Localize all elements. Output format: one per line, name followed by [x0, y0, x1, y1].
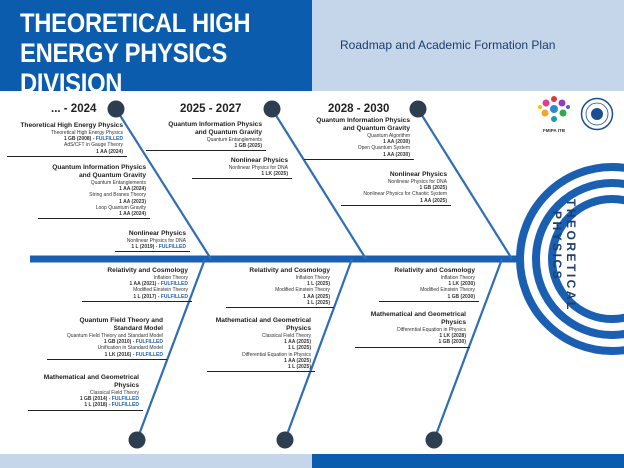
topic-block: [316, 117, 410, 158]
detail-text: Nonlinear Physics for DNA: [228, 165, 288, 171]
title-line-2: ENERGY PHYSICS DIVISION: [20, 38, 228, 98]
fmipa-logo-icon: [535, 95, 573, 123]
topic-underline: [115, 251, 190, 252]
topic-underline: [304, 159, 414, 160]
fulfilled-badge: FULFILLED: [135, 351, 163, 358]
topic-underline: [192, 178, 292, 179]
topic-title: Mathematical and Geometrical: [215, 317, 311, 324]
detail-text: 1 GB (2030): [438, 339, 466, 346]
topic-underline: [226, 307, 334, 308]
detail-text: 1 GB (2010) -: [103, 339, 136, 346]
detail-text: 1 L (2025): [307, 299, 330, 306]
detail-text: 1 AA (2021) -: [129, 281, 161, 288]
fmipa-itb-logo: [535, 95, 573, 135]
topic-title: Physics: [286, 325, 311, 332]
fulfilled-badge: FULFILLED: [111, 402, 139, 409]
title-line-1: THEORETICAL HIGH: [20, 8, 251, 38]
detail-text: 1 AA (2024): [119, 211, 146, 218]
topic-detail: [44, 402, 139, 408]
detail-text: Quantum Entanglements: [90, 180, 146, 186]
topic-detail: [107, 294, 188, 300]
topic-title: and Quantum Gravity: [342, 125, 410, 132]
detail-text: 1 AA (2024): [96, 148, 123, 155]
topic-title: Quantum Information Physics: [168, 121, 262, 128]
head-label-line-2: PHYSICS: [550, 211, 564, 282]
detail-text: 1 L (2018) -: [84, 402, 112, 409]
topic-underline: [146, 150, 266, 151]
detail-text: Classical Field Theory: [89, 390, 139, 396]
topic-title: and Quantum Gravity: [78, 172, 146, 179]
detail-text: 1 L (2025): [307, 281, 330, 288]
topic-detail: [52, 211, 146, 217]
topic-block: [44, 374, 139, 409]
topic-underline: [47, 359, 167, 360]
topic-detail: [67, 352, 163, 358]
fulfilled-badge: FULFILLED: [160, 281, 188, 288]
topic-detail: [216, 364, 311, 370]
detail-text: Quantum Algorithm: [367, 133, 410, 139]
topic-underline: [379, 301, 479, 302]
topic-title: Mathematical and Geometrical: [370, 311, 466, 318]
node-top-2: [264, 101, 281, 118]
topic-block: [67, 317, 163, 358]
detail-text: 1 L (2025): [288, 345, 311, 352]
detail-text: Nonlinear Physics for DNA: [387, 179, 447, 185]
detail-text: 1 GB (2014) -: [79, 396, 112, 403]
detail-text: Classical Field Theory: [261, 333, 311, 339]
topic-block: [52, 164, 146, 217]
detail-text: Nonlinear Physics for Chaotic System: [363, 191, 447, 198]
topic-detail: [394, 294, 475, 300]
detail-text: 1 LK (2025): [261, 171, 288, 178]
topic-detail: [168, 143, 262, 149]
detail-text: Quantum Entanglements: [206, 137, 262, 143]
detail-text: 1 L (2019) -: [131, 244, 159, 251]
topic-block: [107, 267, 188, 300]
detail-text: Modified Einstein Theory: [275, 287, 330, 294]
detail-text: Nonlinear Physics for DNA: [126, 238, 186, 244]
topic-detail: [371, 339, 466, 345]
topic-title: Nonlinear Physics: [389, 171, 447, 178]
topic-detail: [229, 171, 288, 177]
topic-title: Physics: [441, 319, 466, 326]
topic-detail: [363, 198, 447, 204]
topic-underline: [207, 371, 315, 372]
fulfilled-badge: FULFILLED: [111, 396, 139, 403]
footer-bar-left: [0, 454, 312, 468]
detail-text: Inflation Theory: [295, 275, 330, 281]
topic-block: [249, 267, 330, 306]
detail-text: 1 L (2017) -: [133, 293, 161, 300]
topic-underline: [7, 156, 127, 157]
topic-title: Relativity and Cosmology: [394, 267, 475, 274]
node-top-3: [410, 101, 427, 118]
topic-block: [229, 157, 288, 177]
topic-title: Relativity and Cosmology: [249, 267, 330, 274]
node-top-1: [108, 101, 125, 118]
fulfilled-badge: FULFILLED: [95, 136, 123, 143]
detail-text: 1 AA (2023): [119, 198, 146, 205]
period-label-2: 2025 - 2027: [180, 103, 242, 115]
detail-text: Unification in Standard Model: [97, 345, 163, 352]
detail-text: Inflation Theory: [153, 275, 188, 281]
topic-underline: [28, 410, 143, 411]
topic-title: Standard Model: [113, 325, 163, 332]
detail-text: 1 AA (2030): [383, 151, 410, 158]
page-subtitle: Roadmap and Academic Formation Plan: [340, 38, 556, 52]
topic-title: Quantum Information Physics: [316, 117, 410, 124]
node-bottom-3: [426, 432, 443, 449]
detail-text: AdS/CFT in Gauge Theory: [63, 142, 123, 149]
topic-title: Theoretical High Energy Physics: [20, 122, 123, 129]
detail-text: Differential Equation in Physics: [242, 351, 311, 358]
topic-title: Nonlinear Physics: [128, 230, 186, 237]
detail-text: 1 AA (2025): [303, 293, 330, 300]
topic-title: Quantum Field Theory and: [79, 317, 163, 324]
topic-detail: [316, 152, 410, 158]
topic-detail: [127, 244, 186, 250]
topic-detail: [20, 149, 123, 155]
fmipa-logo-caption: FMIPA ITB: [543, 128, 565, 133]
itb-seal: [580, 97, 614, 131]
detail-text: 1 L (2025): [288, 364, 311, 371]
fulfilled-badge: FULFILLED: [135, 339, 163, 346]
topic-title: Relativity and Cosmology: [107, 267, 188, 274]
fulfilled-badge: FULFILLED: [160, 293, 188, 300]
detail-text: Modified Einstein Theory: [420, 287, 475, 294]
node-bottom-1: [129, 432, 146, 449]
detail-text: Quantum Field Theory and Standard Model: [66, 333, 163, 339]
detail-text: 1 AA (2025): [420, 197, 447, 204]
head-label-line-1: THEORETICAL: [564, 199, 578, 312]
topic-block: [371, 311, 466, 346]
detail-text: 1 AA (2025): [284, 357, 311, 364]
fulfilled-badge: FULFILLED: [158, 244, 186, 251]
period-label-3: 2028 - 2030: [328, 103, 390, 115]
detail-text: Inflation Theory: [440, 275, 475, 281]
topic-block: [394, 267, 475, 300]
topic-title: Nonlinear Physics: [230, 157, 288, 164]
topic-underline: [82, 301, 192, 302]
detail-text: 1 LK (2030): [448, 281, 475, 288]
topic-title: Physics: [114, 382, 139, 389]
topic-title: and Quantum Gravity: [194, 129, 262, 136]
topic-title: Mathematical and Geometrical: [43, 374, 139, 381]
topic-block: [20, 122, 123, 155]
detail-text: Theoretical High Energy Physics: [50, 130, 123, 136]
topic-block: [216, 317, 311, 370]
detail-text: Differential Equation in Physics: [397, 327, 466, 333]
topic-block: [363, 171, 447, 204]
topic-title: Quantum Information Physics: [52, 164, 146, 171]
topic-underline: [38, 218, 150, 219]
topic-block: [168, 121, 262, 149]
detail-text: 1 LK (2016) -: [104, 351, 136, 358]
footer-bar-right: [312, 454, 624, 468]
detail-text: 1 LK (2028): [439, 333, 466, 340]
period-label-1: ... - 2024: [51, 103, 97, 115]
detail-text: 1 AA (2024): [119, 186, 146, 193]
detail-text: 1 GB (2008) -: [63, 136, 96, 143]
head-label: [550, 199, 596, 329]
detail-text: 1 GB (2025): [419, 185, 447, 192]
detail-text: 1 GB (2030): [447, 293, 475, 300]
detail-text: 1 AA (2025): [284, 339, 311, 346]
detail-text: String and Branes Theory: [89, 192, 146, 199]
detail-text: Open Quantum System: [357, 145, 410, 152]
topic-block: [127, 230, 186, 250]
node-bottom-2: [277, 432, 294, 449]
detail-text: 1 AA (2030): [383, 139, 410, 146]
detail-text: Modified Einstein Theory: [133, 287, 188, 294]
topic-underline: [341, 205, 451, 206]
detail-text: Loop Quantum Gravity: [95, 204, 146, 211]
topic-detail: [249, 300, 330, 306]
detail-text: 1 GB (2025): [234, 143, 262, 150]
topic-underline: [355, 347, 470, 348]
